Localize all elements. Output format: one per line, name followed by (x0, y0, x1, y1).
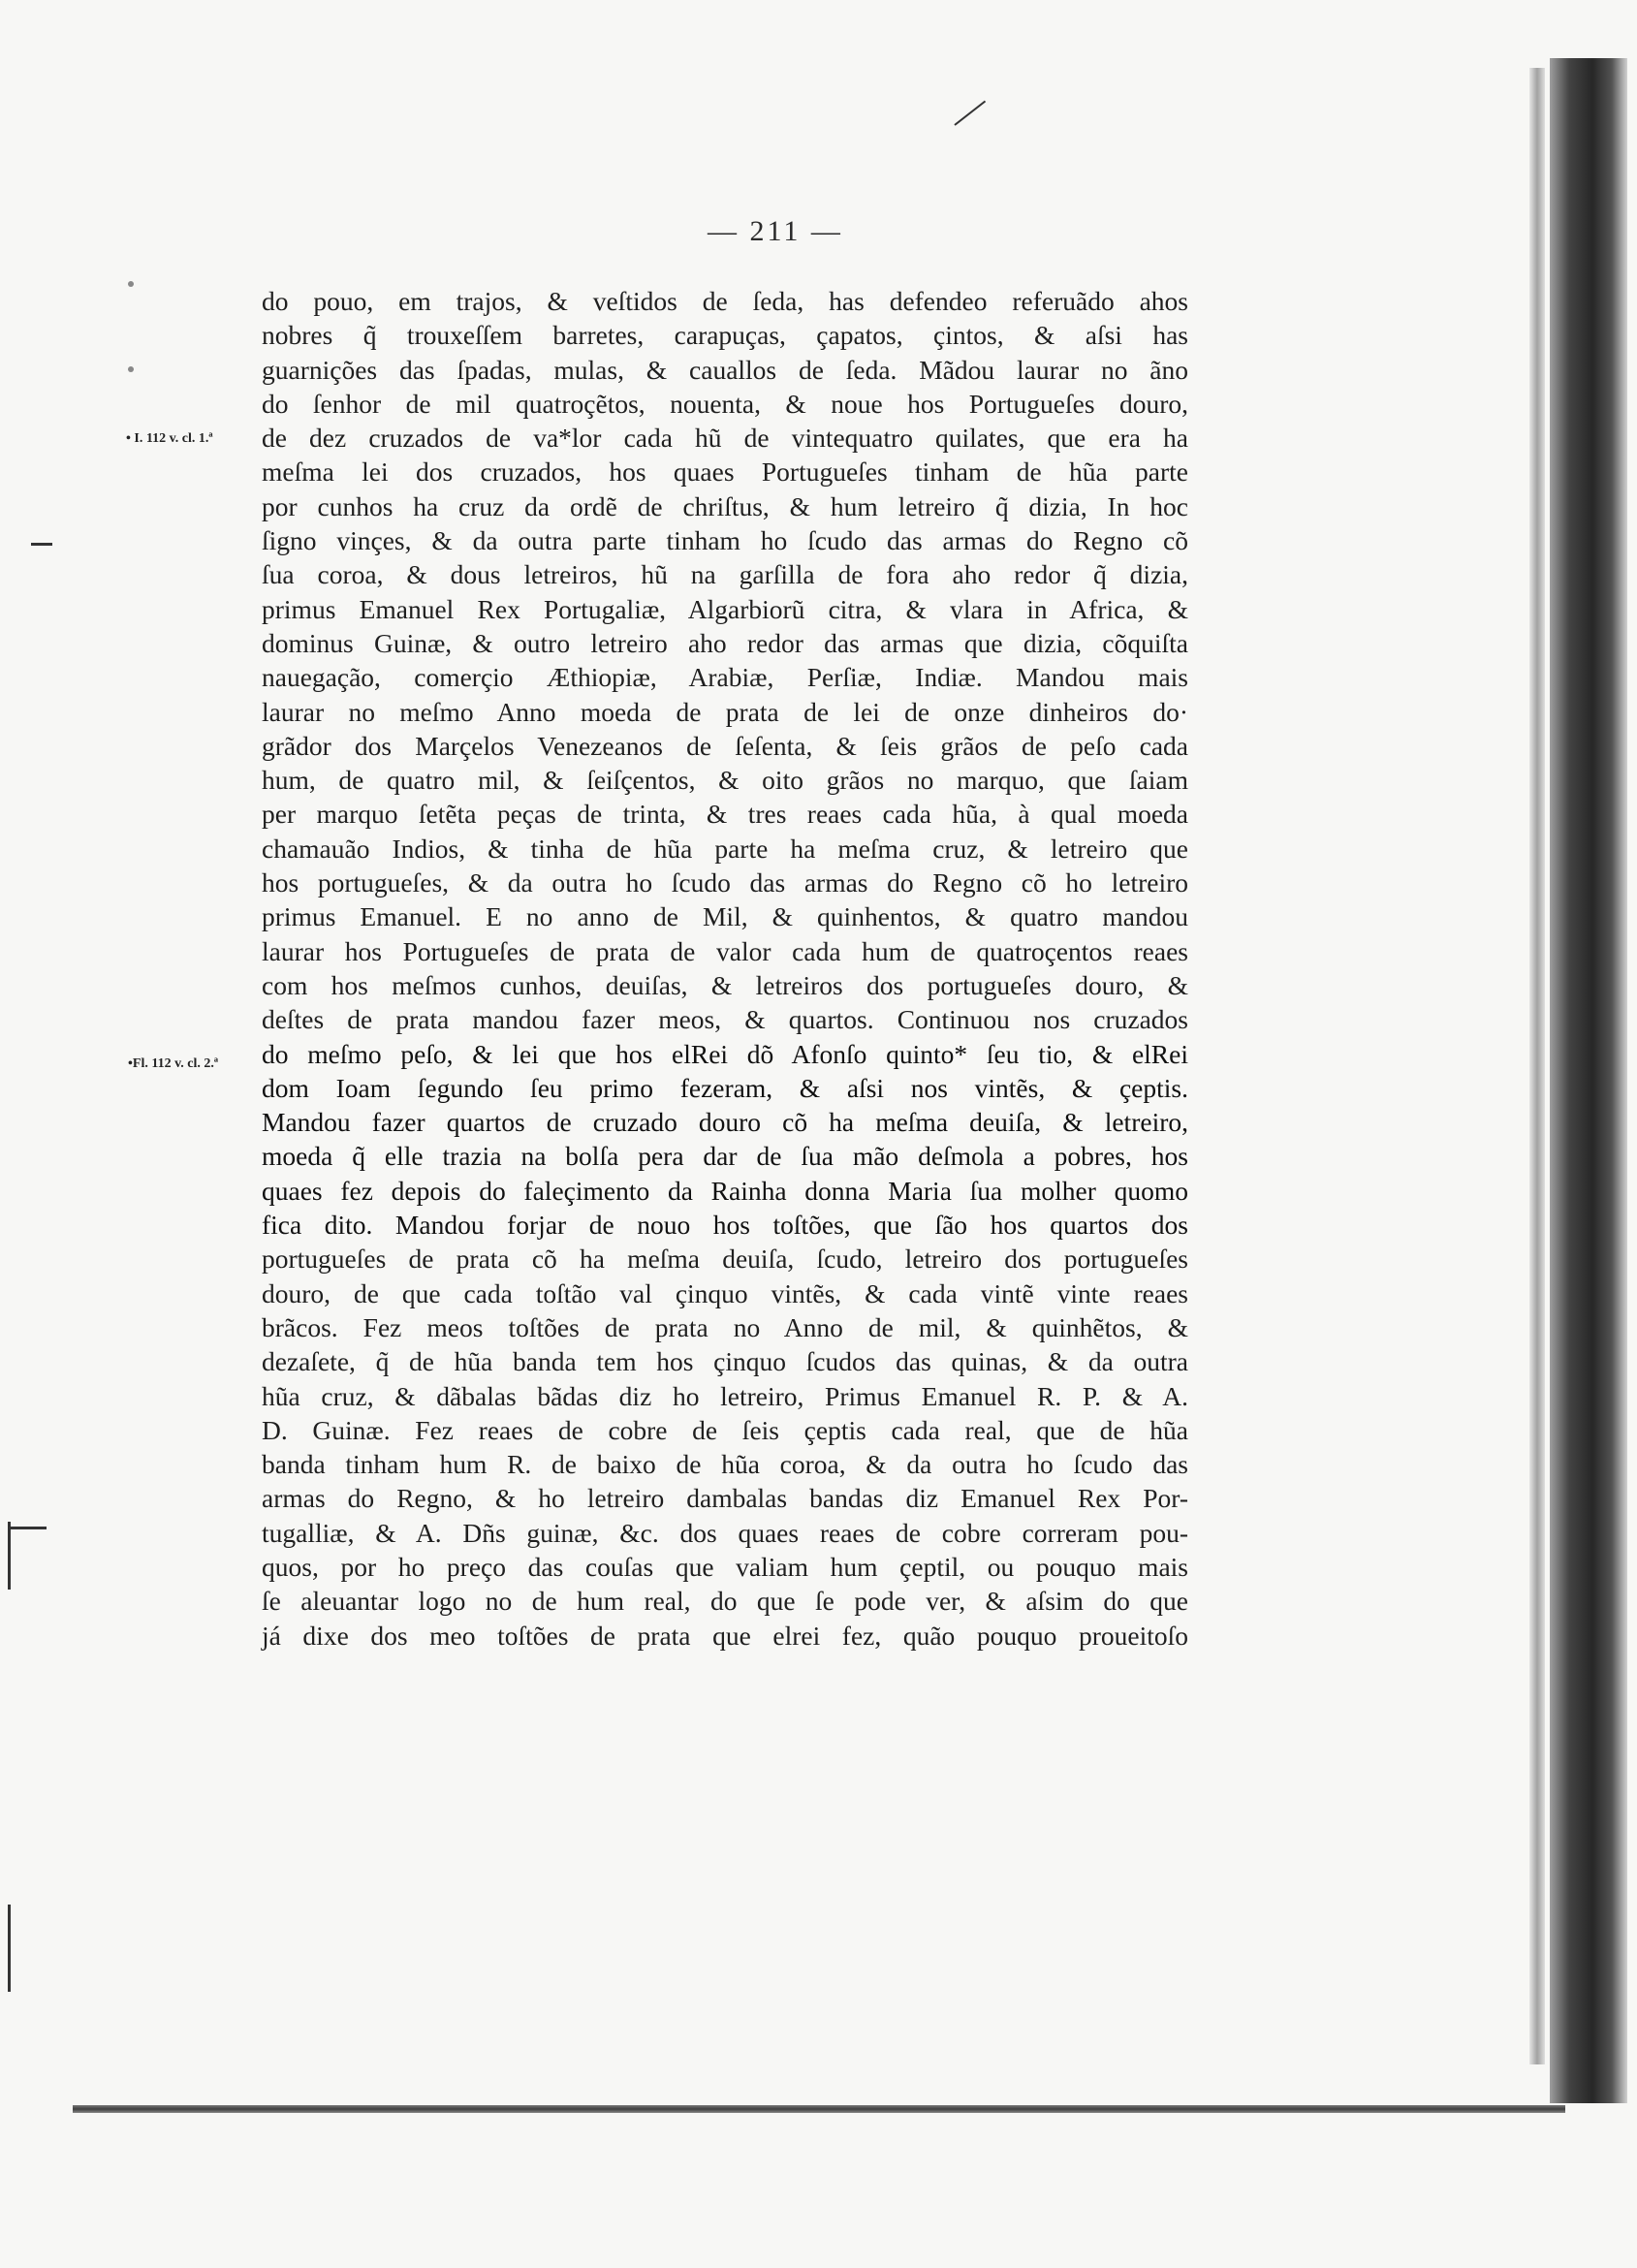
margin-mark (8, 1905, 11, 1992)
text-line: D. Guinæ. Fez reaes de cobre de ſeis çeptis cada real, que de hũa (262, 1414, 1188, 1445)
pencil-mark (954, 101, 986, 126)
text-line: banda tinham hum R. de baixo de hũa coroa, & da outra ho ſcudo das (262, 1449, 1188, 1480)
text-line: guarnições das ſpadas, mulas, & cauallos de ſeda. Mãdou laurar no ãno (262, 354, 1188, 385)
speck (128, 366, 134, 372)
scan-bottom-edge (73, 2105, 1565, 2113)
text-line: hũa cruz, & dãbalas bãdas diz ho letreiro, Primus Emanuel R. P. & A. (262, 1380, 1188, 1411)
speck (128, 281, 134, 287)
page-number: — 211 — (708, 215, 843, 247)
text-line: primus Emanuel Rex Portugaliæ, Algarbiorũ citra, & vlara in Africa, & (262, 593, 1188, 624)
text-line: douro, de que cada toſtão val çinquo vintẽs, & cada vintẽ vinte reaes (262, 1277, 1188, 1308)
text-line: do ſenhor de mil quatroçẽtos, nouenta, & noue hos Portugueſes douro, (262, 388, 1188, 419)
text-line: tugalliæ, & A. Dñs guinæ, &c. dos quaes reaes de cobre correram pou- (262, 1517, 1188, 1548)
text-line: quos, por ho preço das couſas que valiam hum çeptil, ou pouquo mais (262, 1551, 1188, 1582)
text-line: hos portugueſes, & da outra ho ſcudo das armas do Regno cõ ho letreiro (262, 867, 1188, 898)
text-line: dom Ioam ſegundo ſeu primo fezeram, & aſsi nos vintẽs, & çeptis. (262, 1072, 1188, 1103)
marginal-note: • I. 112 v. cl. 1.ª (126, 431, 213, 446)
text-line: do meſmo peſo, & lei que hos elRei dõ Afonſo quinto* ſeu tio, & elRei (262, 1038, 1188, 1069)
body-text (262, 284, 1188, 1653)
text-line: laurar no meſmo Anno moeda de prata de lei de onze dinheiros do· (262, 696, 1188, 727)
scan-edge-shadow (1550, 58, 1627, 2103)
margin-mark (31, 543, 52, 546)
text-line: com hos meſmos cunhos, deuiſas, & letreiros dos portugueſes douro, & (262, 969, 1188, 1000)
text-line: deſtes de prata mandou fazer meos, & quartos. Continuou nos cruzados (262, 1004, 1188, 1035)
text-line: meſma lei dos cruzados, hos quaes Portugueſes tinham de hũa parte (262, 457, 1188, 488)
text-line: brãcos. Fez meos toſtões de prata no Anno de mil, & quinhẽtos, & (262, 1311, 1188, 1342)
scan-edge-fold (1529, 68, 1545, 2064)
text-line: por cunhos ha cruz da ordẽ de chriſtus, & hum letreiro q̃ dizia, In hoc (262, 490, 1188, 521)
text-line: de dez cruzados de va*lor cada hũ de vintequatro quilates, que era ha (262, 423, 1188, 454)
text-line: Mandou fazer quartos de cruzado douro cõ ha meſma deuiſa, & letreiro, (262, 1107, 1188, 1138)
text-line: grãdor dos Marçelos Venezeanos de ſeſenta, & ſeis grãos de peſo cada (262, 730, 1188, 761)
text-line: já dixe dos meo toſtões de prata que elrei fez, quão pouquo proueitoſo (262, 1620, 1188, 1651)
text-line: nauegação, comerçio Æthiopiæ, Arabiæ, Perſiæ, Indiæ. Mandou mais (262, 662, 1188, 693)
text-line: dominus Guinæ, & outro letreiro aho redor das armas que dizia, cõquiſta (262, 627, 1188, 658)
text-line: laurar hos Portugueſes de prata de valor cada hum de quatroçentos reaes (262, 935, 1188, 966)
text-line: quaes fez depois do faleçimento da Rainha donna Maria ſua molher quomo (262, 1175, 1188, 1206)
text-line: primus Emanuel. E no anno de Mil, & quinhentos, & quatro mandou (262, 901, 1188, 932)
text-line: nobres q̃ trouxeſſem barretes, carapuças, çapatos, çintos, & aſsi has (262, 320, 1188, 351)
text-line: moeda q̃ elle trazia na bolſa pera dar de ſua mão deſmola a pobres, hos (262, 1141, 1188, 1172)
text-line: per marquo ſetẽta peças de trinta, & tres reaes cada hũa, à qual moeda (262, 799, 1188, 830)
marginal-note: •Fl. 112 v. cl. 2.ª (128, 1056, 219, 1071)
text-line: ſua coroa, & dous letreiros, hũ na garſilla de fora aho redor q̃ dizia, (262, 559, 1188, 590)
text-line: fica dito. Mandou forjar de nouo hos toſtões, que ſão hos quartos dos (262, 1210, 1188, 1241)
text-line: hum, de quatro mil, & ſeiſçentos, & oito grãos no marquo, que ſaiam (262, 765, 1188, 796)
text-line: do pouo, em trajos, & veſtidos de ſeda, has defendeo referuãdo ahos (262, 286, 1188, 316)
margin-mark (8, 1527, 47, 1529)
text-line: chamauão Indios, & tinha de hũa parte ha meſma cruz, & letreiro que (262, 833, 1188, 864)
text-line: portugueſes de prata cõ ha meſma deuiſa, ſcudo, letreiro dos portugueſes (262, 1244, 1188, 1275)
text-line: ſe aleuantar logo no de hum real, do que ſe pode ver, & aſsim do que (262, 1586, 1188, 1617)
text-line: ſigno vinçes, & da outra parte tinham ho ſcudo das armas do Regno cõ (262, 525, 1188, 556)
margin-mark (8, 1522, 11, 1590)
text-line: armas do Regno, & ho letreiro dambalas bandas diz Emanuel Rex Por- (262, 1483, 1188, 1514)
text-line: dezaſete, q̃ de hũa banda tem hos çinquo ſcudos das quinas, & da outra (262, 1346, 1188, 1377)
